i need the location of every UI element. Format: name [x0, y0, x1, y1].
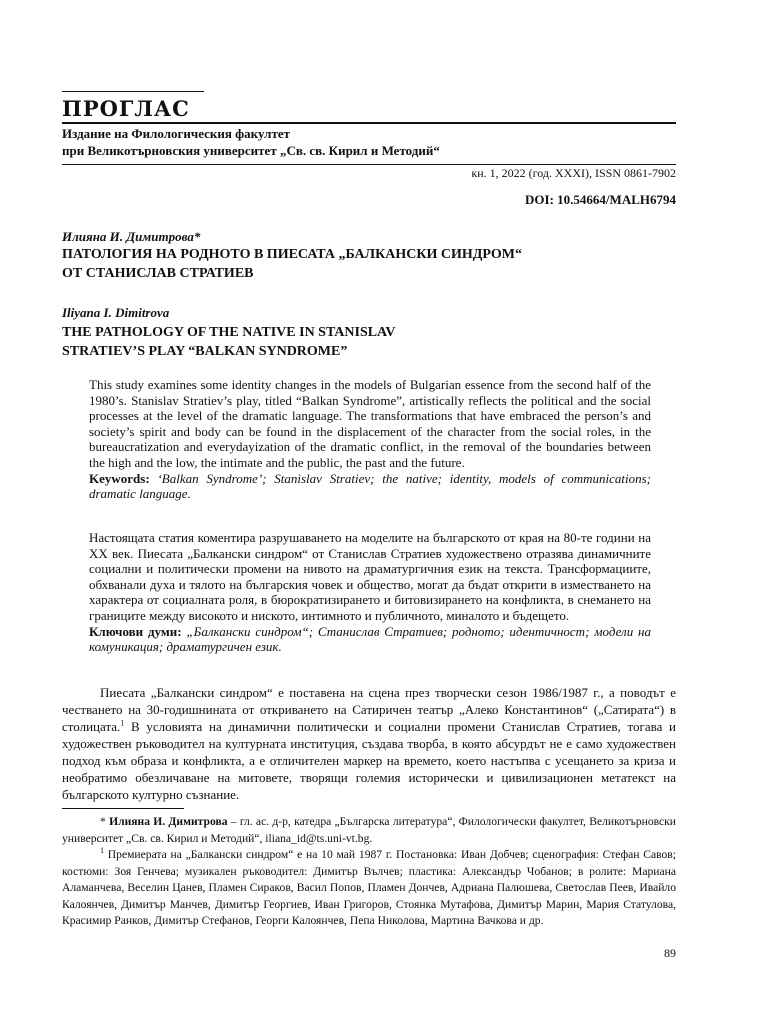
- keywords-en: ‘Balkan Syndrome’; Stanislav Stratiev; the native; identity, models of communications; dramatic language.: [89, 470, 652, 502]
- header-top-rule: [62, 91, 204, 92]
- issue-info: кн. 1, 2022 (год. XXXI), ISSN 0861-7902: [471, 166, 676, 180]
- title-en-line-1: THE PATHOLOGY OF THE NATIVE IN STANISLAV: [62, 325, 396, 340]
- keywords-bg: „Балкански синдром“; Станислав Стратиев; родното; идентичност; модели на комуникация; драматургичен език.: [89, 623, 651, 655]
- abstract-bg-text: Настоящата статия коментира разрушаването на моделите на българското от края на 80-те години на XX век. Пиесата „Балкански синдром“ от Станислав Стратиев художествено отразява динамичните социални и политически промени на нивото на драматургичния език на текста. Трансформациите, обхванали духа и тялото на българския човек и общество, могат да бъдат открити в изместването на характера от социалната роля, в бюрократизирането и битовизирането на конфликта, в снемането на границите между високото и ниското, интимното и публичното, миналото и бъдещето.: [89, 530, 651, 623]
- footnote-author-name: Илияна И. Димитрова: [109, 815, 228, 828]
- title-en: [62, 323, 676, 361]
- footnote-ref-1[interactable]: 1: [120, 718, 125, 728]
- title-bg-line-1: ПАТОЛОГИЯ НА РОДНОТО В ПИЕСАТА „БАЛКАНСКИ СИНДРОМ“: [62, 247, 522, 262]
- header-rule: [62, 122, 676, 124]
- body-text-part-2: В условията на динамични политически и социални промени Станислав Стратиев, тогава и художествен ръководител на културната институция, създава творба, в която абсурдът не е само художествен подход към образа и конфликта, а е отличителен маркер на времето, което настъпва с усещането за криза и необратимо обезличаване на митовете, творящи големия исторически и цивилизационен метатекст на българското културно съзнание.: [62, 719, 676, 802]
- page-number: 89: [664, 946, 676, 960]
- journal-title: ПРОГЛАС: [62, 96, 190, 121]
- publisher-rule: [62, 164, 676, 165]
- footnote-1-mark: 1: [100, 846, 104, 856]
- keywords-en-label: Keywords:: [89, 470, 150, 486]
- abstract-bg: [89, 530, 651, 655]
- doi: DOI: 10.54664/MALH6794: [525, 192, 676, 207]
- footnote-star-mark: *: [100, 815, 106, 828]
- abstract-en: [89, 377, 651, 502]
- title-bg-line-2: ОТ СТАНИСЛАВ СТРАТИЕВ: [62, 266, 254, 281]
- title-en-line-2: STRATIEV’S PLAY “BALKAN SYNDROME”: [62, 344, 348, 359]
- author-bg: Илияна И. Димитрова*: [62, 229, 201, 244]
- publisher-line-2: при Великотърновския университет „Св. св. Кирил и Методий“: [62, 143, 440, 158]
- footnote-author: [62, 814, 676, 847]
- title-bg: [62, 245, 676, 283]
- footnote-1: [62, 847, 676, 930]
- keywords-bg-label: Ключови думи:: [89, 623, 182, 639]
- publisher-line-1: Издание на Филологическия факултет: [62, 126, 290, 141]
- publisher-info: [62, 125, 440, 159]
- body-text-part-1: Пиесата „Балкански синдром“ е поставена на сцена през творчески сезон 1986/1987 г., а поводът е честването на 30-годишнината от откриването на Сатиричен театър „Алеко Константинов“ („Сатирата“) в столицата.: [62, 685, 676, 734]
- footnote-rule: [62, 808, 184, 809]
- abstract-en-text: This study examines some identity changes in the models of Bulgarian essence from the second half of the 1980’s. Stanislav Stratiev’s play, titled “Balkan Syndrome”, artistically reflects the political and the social processes at the level of the dramatic language. The transformations that have embraced the person’s and society’s spirit and body can be found in the displacement of the character from the social roles, in the bureaucratization and everydayization of the dramatic conflict, in the removal of the boundaries between the high and the low, the intimate and the public, the past and the future.: [89, 377, 651, 470]
- author-en: Iliyana I. Dimitrova: [62, 305, 170, 320]
- body-paragraph-1: [62, 684, 676, 803]
- footnote-1-text: Премиерата на „Балкански синдром“ е на 10 май 1987 г. Постановка: Иван Добчев; сценография: Стефан Савов; костюми: Зоя Генчева; музикален ръководител: Димитър Вълчев; пластика: Александър Чобанов; в ролите: Мариана Аламанчева, Веселин Цанев, Пламен Сираков, Васил Попов, Пламен Дончев, Адриана Палюшева, Светослав Пеев, Ивайло Калоянчев, Димитър Манчев, Димитър Георгиев, Иван Григоров, Стоянка Мутафова, Димитър Марин, Мария Статулова, Красимир Ранков, Димитър Стефанов, Георги Калоянчев, Пепа Николова, Мартина Вачкова и др.: [62, 848, 676, 927]
- article-page: [62, 0, 676, 1024]
- footnote-author-text: – гл. ас. д-р, катедра „Българска литература“, Филологически факултет, Великотърновски университет „Св. св. Кирил и Методий“, iliana_id@ts.uni-vt.bg.: [62, 815, 677, 845]
